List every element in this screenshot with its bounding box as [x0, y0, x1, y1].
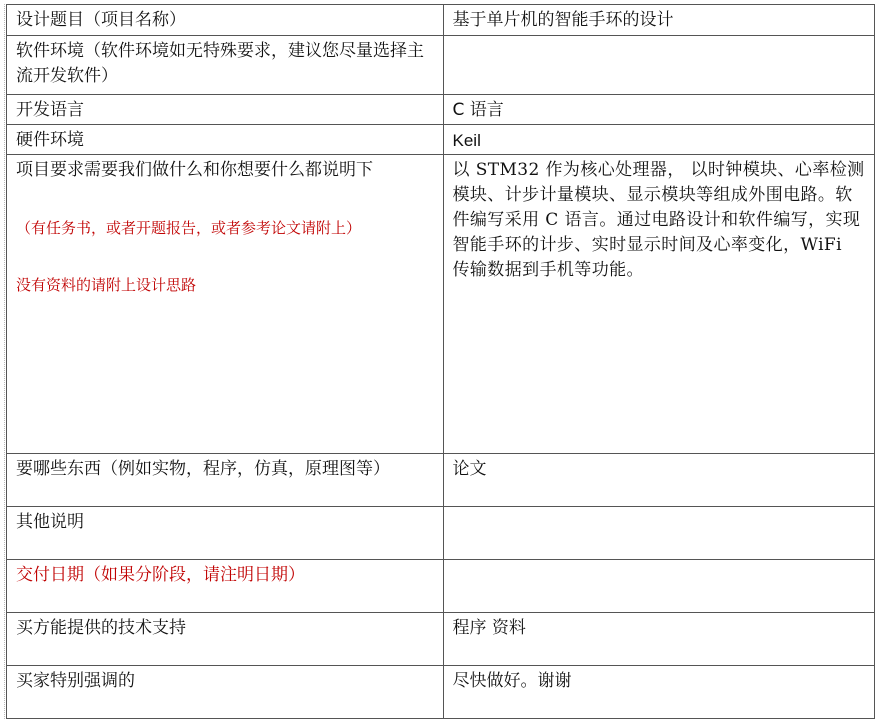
requirements-label-cell [7, 155, 444, 453]
label-deliverables: 要哪些东西（例如实物，程序，仿真，原理图等） [7, 453, 444, 506]
value-buyer-emphasis: 尽快做好。谢谢 [443, 665, 875, 718]
value-software-env [443, 36, 875, 95]
label-buyer-emphasis: 买家特别强调的 [7, 665, 444, 718]
value-deliverables: 论文 [443, 453, 875, 506]
label-software-env: 软件环境（软件环境如无特殊要求，建议您尽量选择主流开发软件） [7, 36, 444, 95]
table-row-software-env [7, 36, 875, 95]
table-row-requirements [7, 155, 875, 453]
requirements-table [6, 4, 875, 719]
label-delivery-date: 交付日期（如果分阶段，请注明日期） [7, 559, 444, 612]
note-attach-documents: （有任务书，或者开题报告，或者参考论文请附上） [16, 219, 362, 238]
label-requirements: 项目要求需要我们做什么和你想要什么都说明下 [16, 160, 373, 181]
value-hardware-env: Keil [443, 125, 875, 155]
table-row-tech-support [7, 612, 875, 665]
label-dev-language: 开发语言 [7, 95, 444, 125]
table-row-dev-language [7, 95, 875, 125]
label-hardware-env: 硬件环境 [7, 125, 444, 155]
table-row-delivery-date [7, 559, 875, 612]
value-project-title: 基于单片机的智能手环的设计 [443, 5, 875, 36]
table-row-hardware-env [7, 125, 875, 155]
value-tech-support: 程序 资料 [443, 612, 875, 665]
table-row-buyer-emphasis [7, 665, 875, 718]
table-row-other-notes [7, 506, 875, 559]
label-project-title: 设计题目（项目名称） [7, 5, 444, 36]
value-dev-language: C 语言 [443, 95, 875, 125]
label-other-notes: 其他说明 [7, 506, 444, 559]
label-tech-support: 买方能提供的技术支持 [7, 612, 444, 665]
table-row-deliverables [7, 453, 875, 506]
value-other-notes [443, 506, 875, 559]
note-design-idea: 没有资料的请附上设计思路 [16, 276, 197, 295]
value-requirements: 以 STM32 作为核心处理器， 以时钟模块、心率检测模块、计步计量模块、显示模块等组成外围电路。软件编写采用 C 语言。通过电路设计和软件编写，实现智能手环的计步、实时显示时间及心率变化，WiFi 传输数据到手机等功能。 [443, 155, 875, 453]
page-margin-guide [0, 4, 5, 719]
value-delivery-date [443, 559, 875, 612]
table-row-project-title [7, 5, 875, 36]
